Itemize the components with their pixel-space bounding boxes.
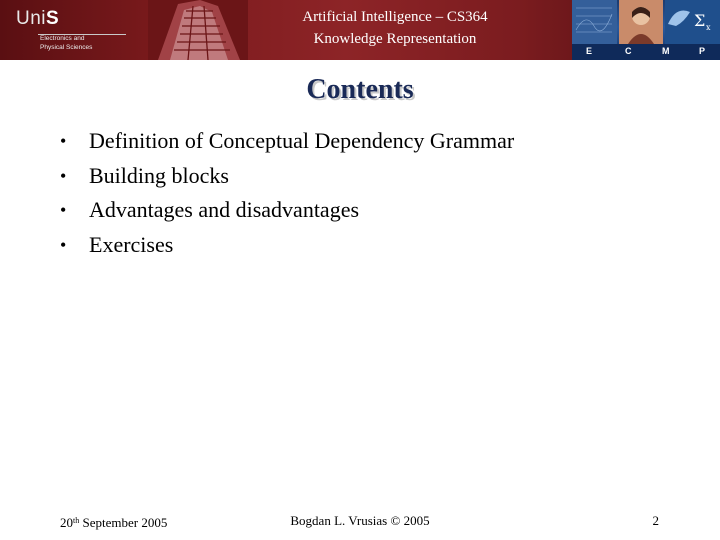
list-item-text: Definition of Conceptual Dependency Grammar (89, 128, 515, 153)
footer-date-day: 20 (60, 515, 73, 530)
department-line-1: Electronics and (40, 35, 85, 42)
footer-date-rest: September 2005 (79, 515, 168, 530)
list-item (60, 193, 514, 228)
course-title (250, 6, 540, 50)
list-item-text: Advantages and disadvantages (89, 197, 360, 222)
bullet-icon: • (60, 131, 67, 151)
page-number: 2 (652, 513, 659, 528)
department-name (40, 35, 92, 52)
bullet-icon: • (60, 200, 67, 220)
contents-list (60, 124, 514, 262)
course-title-line-1: Artificial Intelligence – CS364 (302, 9, 488, 25)
svg-text:x: x (706, 23, 711, 32)
slide-title: Contents (306, 74, 414, 105)
footer-date-suffix: th (73, 516, 80, 525)
building-photo (148, 0, 248, 60)
ecmp-letter-p: P (699, 46, 706, 56)
bullet-icon: • (60, 234, 67, 255)
course-title-line-2: Knowledge Representation (313, 31, 477, 47)
ecmp-letter-m: M (662, 46, 670, 56)
bullet-icon: • (60, 165, 67, 186)
footer-author: Bogdan L. Vrusias © 2005 (290, 513, 430, 528)
list-item (60, 124, 514, 159)
list-item-text: Exercises (89, 231, 174, 257)
unis-logo (0, 0, 140, 60)
ecmp-letter-e: E (586, 46, 593, 56)
list-item (60, 159, 514, 194)
department-line-2: Physical Sciences (40, 43, 93, 51)
list-item (60, 228, 514, 263)
ecmp-banner (572, 0, 720, 60)
unis-logo-text: UniS (16, 8, 60, 29)
ecmp-collage-graphic (572, 0, 720, 60)
ecmp-letter-c: C (625, 46, 632, 56)
header-banner (0, 0, 720, 60)
list-item-text: Building blocks (89, 162, 229, 188)
svg-text:Σ: Σ (694, 11, 706, 30)
